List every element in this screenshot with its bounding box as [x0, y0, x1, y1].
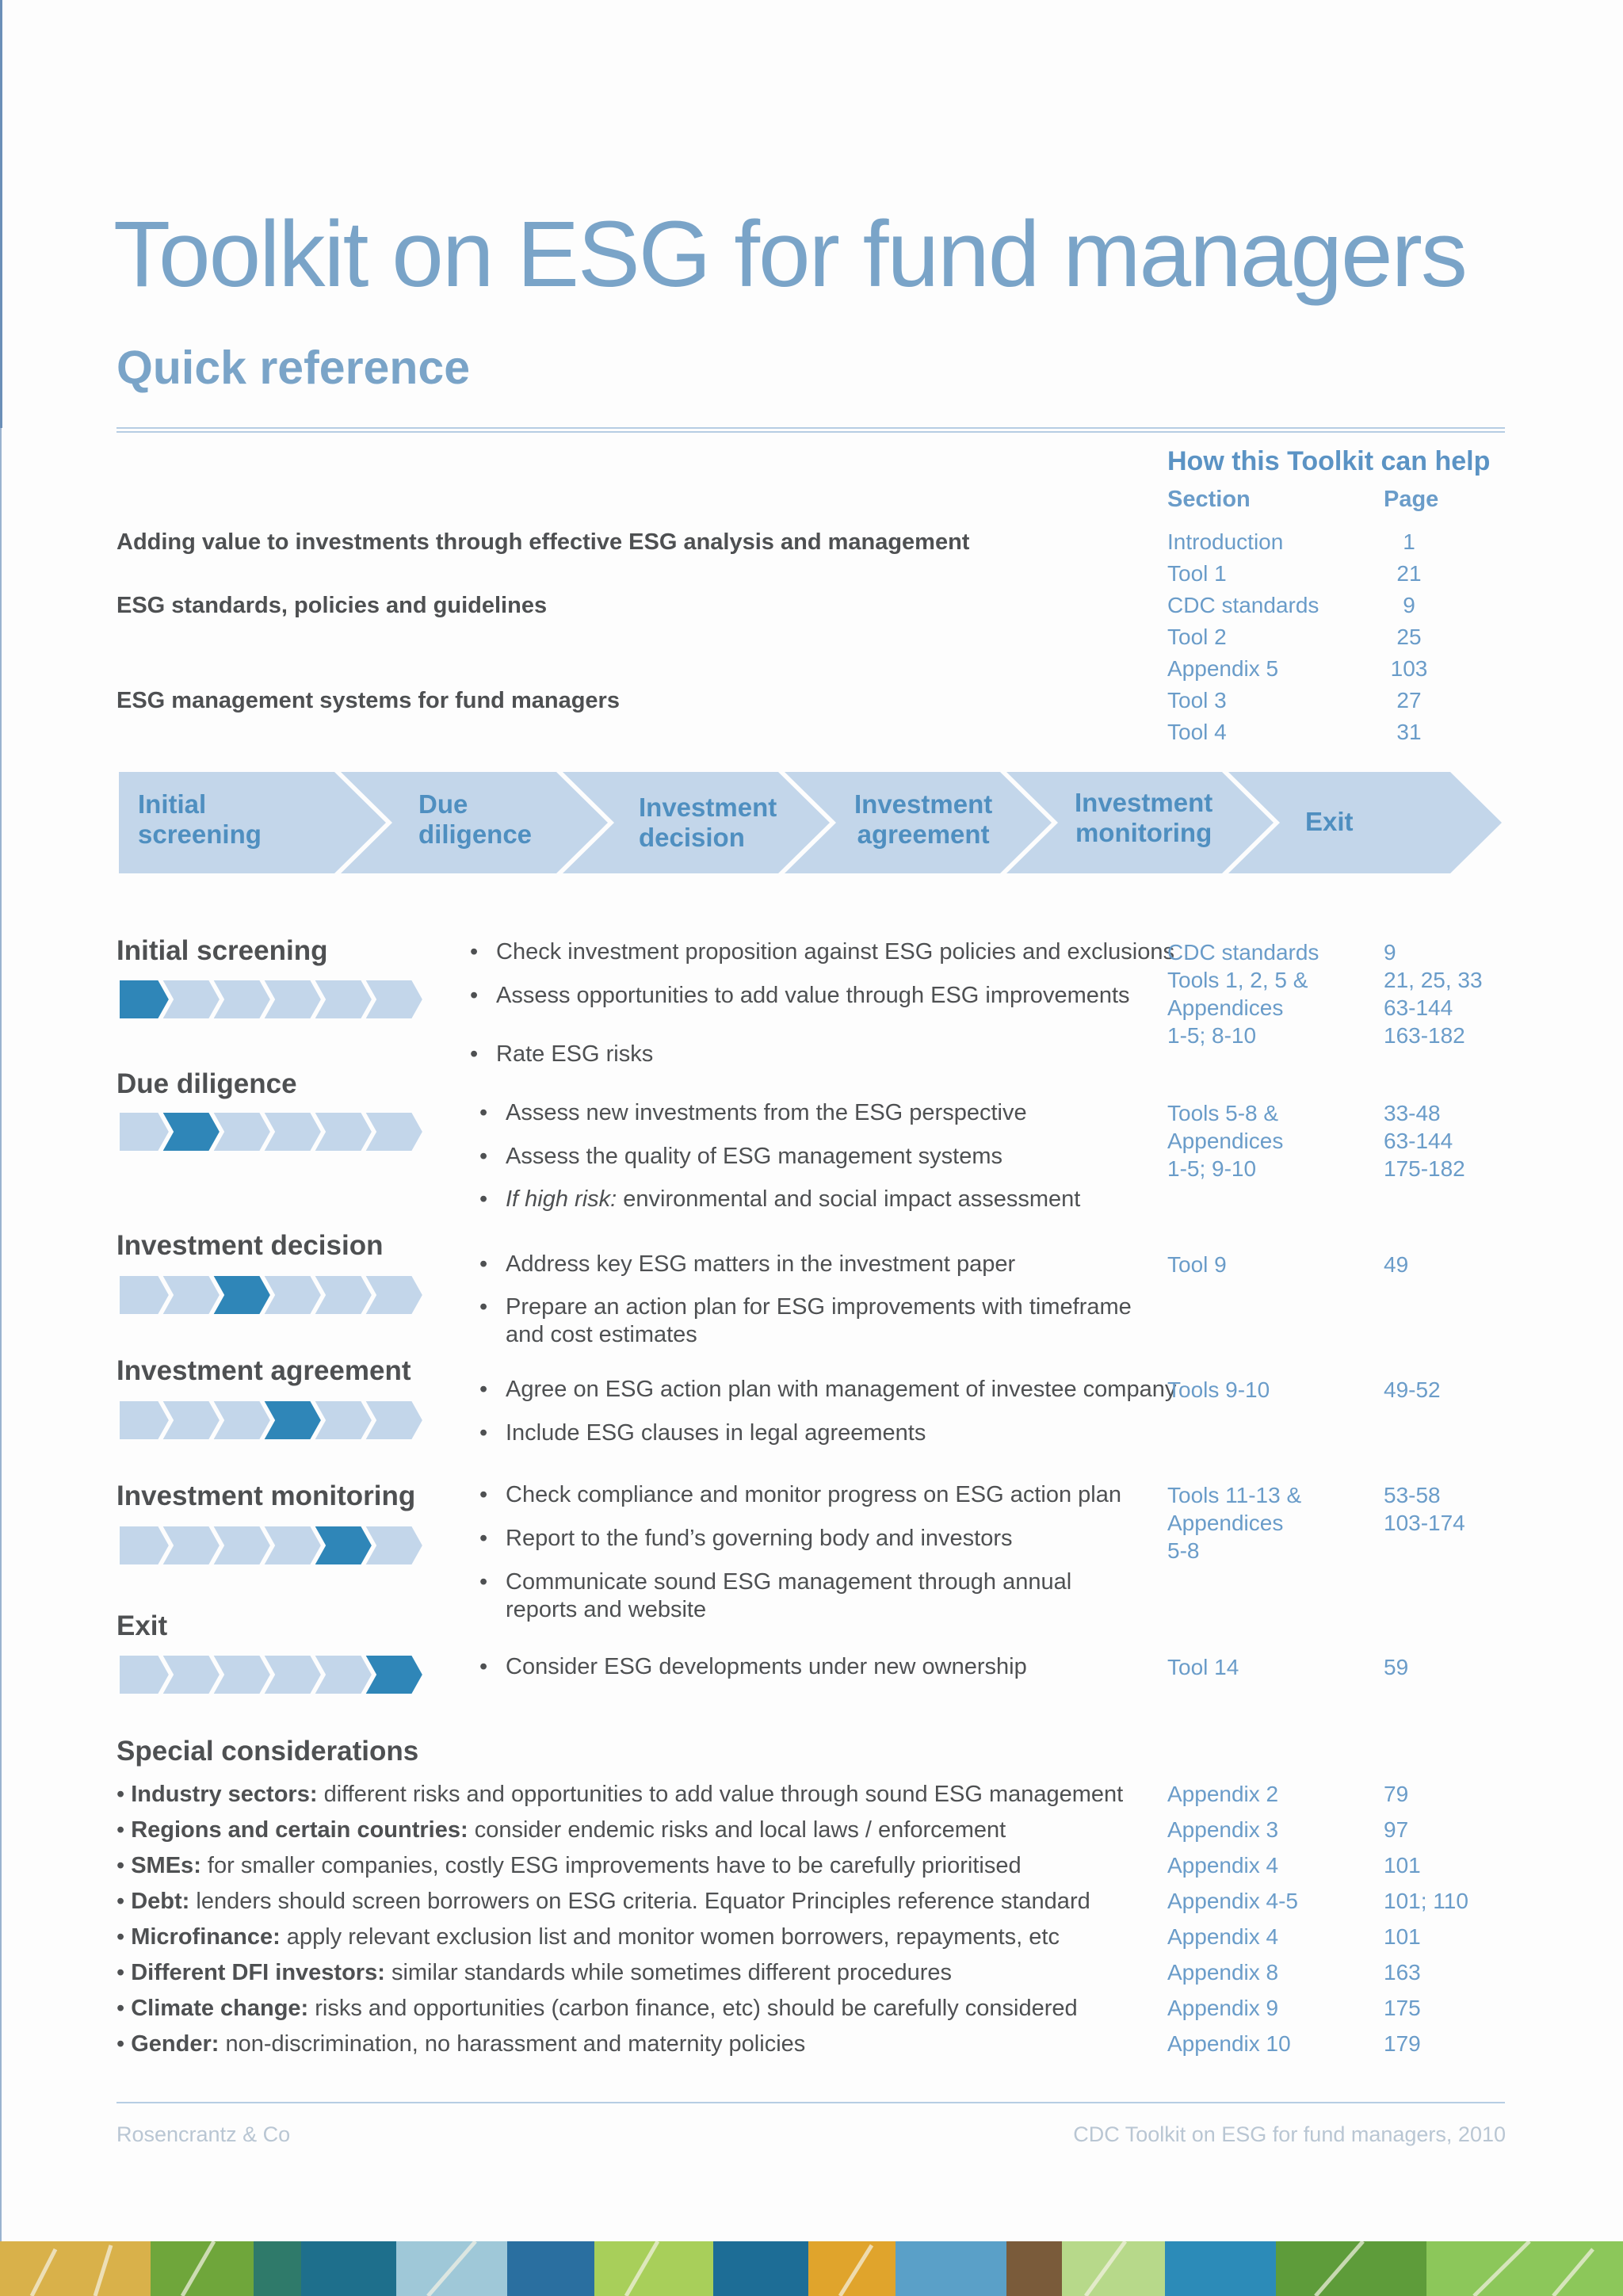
- stage-ref-sections[interactable]: Tool 9: [1167, 1252, 1227, 1277]
- stage-ref-pages: 53-58 103-174: [1384, 1483, 1465, 1535]
- stage-ref-sections[interactable]: Tools 11-13 & Appendices 5-8: [1167, 1483, 1302, 1563]
- ref-page: 1: [1403, 529, 1415, 554]
- process-step-label: Investment decision: [639, 793, 777, 852]
- stage-bullet: • Rate ESG risks: [470, 1041, 654, 1067]
- stage-bullet: • Assess new investments from the ESG perspective: [479, 1100, 1027, 1125]
- stage-bullet: • If high risk: environmental and social impact assessment: [479, 1186, 1081, 1212]
- chevron-step: [119, 1526, 170, 1565]
- document-subtitle: Quick reference: [116, 342, 471, 394]
- stage-progress-chevrons: [119, 1112, 433, 1152]
- stage-bullet: • Agree on ESG action plan with management of investee company: [479, 1377, 1177, 1402]
- ref-page: 21: [1396, 561, 1422, 586]
- stage-ref-pages: 9 21, 25, 33 63-144 163-182: [1384, 940, 1483, 1048]
- stage-chevron-row: [119, 1655, 433, 1694]
- stage-title-investment-monitoring: Investment monitoring: [116, 1480, 416, 1511]
- header-divider-second: [116, 431, 1505, 433]
- ref-section[interactable]: Tool 3: [1167, 688, 1227, 712]
- help-heading: How this Toolkit can help: [1167, 446, 1491, 476]
- special-ref-page: 101; 110: [1384, 1889, 1468, 1913]
- stage-ref-sections[interactable]: Tool 14: [1167, 1655, 1239, 1679]
- special-item: • SMEs: for smaller companies, costly ESG improvements have to be carefully prioritised: [116, 1853, 1022, 1878]
- intro-line: ESG standards, policies and guidelines: [116, 593, 548, 618]
- stage-bullet: • Check investment proposition against ESG policies and exclusions: [470, 939, 1174, 965]
- stage-chevron-row: [119, 1526, 433, 1565]
- special-ref-section[interactable]: Appendix 10: [1167, 2031, 1291, 2056]
- document-title: Toolkit on ESG for fund managers: [113, 202, 1466, 307]
- stage-bullet: • Communicate sound ESG management through annual reports and website: [479, 1569, 1072, 1622]
- stage-ref-pages: 49-52: [1384, 1377, 1441, 1402]
- process-step-label: Investment monitoring: [1075, 788, 1213, 847]
- stage-title-due-diligence: Due diligence: [116, 1068, 297, 1099]
- stage-chevron-row: [119, 1275, 433, 1315]
- stage-bullet: • Assess the quality of ESG management systems: [479, 1144, 1002, 1169]
- special-item: • Regions and certain countries: consider endemic risks and local laws / enforcement: [116, 1817, 1006, 1843]
- special-considerations-heading: Special considerations: [116, 1736, 419, 1767]
- ref-section[interactable]: Tool 2: [1167, 625, 1227, 649]
- special-ref-section[interactable]: Appendix 4: [1167, 1924, 1279, 1949]
- process-step-label: Initial screening: [138, 789, 262, 849]
- special-ref-page: 175: [1384, 1996, 1421, 2020]
- ref-page: 31: [1396, 720, 1422, 744]
- process-step-label: Exit: [1305, 807, 1354, 836]
- process-step-label: Due diligence: [418, 789, 533, 849]
- stage-title-exit: Exit: [116, 1610, 168, 1641]
- stage-bullet: • Prepare an action plan for ESG improvements with timeframe and cost estimates: [479, 1294, 1132, 1347]
- special-ref-page: 97: [1384, 1817, 1409, 1842]
- stage-title-investment-agreement: Investment agreement: [116, 1355, 411, 1386]
- process-banner: [119, 772, 1502, 873]
- section-column-heading: Section: [1167, 487, 1251, 512]
- special-ref-page: 79: [1384, 1782, 1409, 1806]
- chevron-step: [119, 1275, 170, 1315]
- stage-bullet: • Report to the fund’s governing body and investors: [479, 1526, 1013, 1551]
- ref-page: 25: [1396, 625, 1422, 649]
- stage-ref-pages: 49: [1384, 1252, 1409, 1277]
- ref-page: 103: [1390, 656, 1428, 681]
- ref-section[interactable]: CDC standards: [1167, 593, 1319, 617]
- special-ref-page: 163: [1384, 1960, 1421, 1985]
- ref-section[interactable]: Tool 1: [1167, 561, 1227, 586]
- left-margin-rule-lower: [0, 428, 2, 2243]
- special-ref-page: 101: [1384, 1924, 1421, 1949]
- stage-chevron-row: [119, 980, 433, 1019]
- footer-right: CDC Toolkit on ESG for fund managers, 2010: [1073, 2122, 1506, 2146]
- chevron-step: [119, 1400, 170, 1440]
- stage-bullet: • Assess opportunities to add value through ESG improvements: [470, 983, 1130, 1008]
- stage-bullet: • Check compliance and monitor progress on ESG action plan: [479, 1482, 1121, 1507]
- intro-line: Adding value to investments through effective ESG analysis and management: [116, 529, 970, 555]
- stage-ref-pages: 33-48 63-144 175-182: [1384, 1101, 1465, 1181]
- footer-divider: [116, 2102, 1505, 2103]
- stage-ref-sections[interactable]: CDC standards Tools 1, 2, 5 & Appendices 1-5; 8-10: [1167, 940, 1319, 1048]
- ref-page: 9: [1403, 593, 1415, 617]
- special-item: • Microfinance: apply relevant exclusion list and monitor women borrowers, repayments, etc: [116, 1924, 1060, 1950]
- ref-section[interactable]: Tool 4: [1167, 720, 1227, 744]
- stage-progress-chevrons: [119, 1275, 433, 1315]
- stage-progress-chevrons: [119, 980, 433, 1019]
- special-item: • Different DFI investors: similar standards while sometimes different procedures: [116, 1960, 952, 1985]
- chevron-step: [119, 1655, 170, 1694]
- ref-section[interactable]: Appendix 5: [1167, 656, 1279, 681]
- process-step-label: Investment agreement: [854, 789, 993, 849]
- special-ref-section[interactable]: Appendix 4-5: [1167, 1889, 1299, 1913]
- special-item: • Gender: non-discrimination, no harassment and maternity policies: [116, 2031, 806, 2057]
- special-ref-page: 101: [1384, 1853, 1421, 1878]
- footer-left: Rosencrantz & Co: [116, 2122, 291, 2146]
- stage-bullet: • Include ESG clauses in legal agreements: [479, 1420, 926, 1446]
- process-banner-arrows: [119, 772, 1502, 873]
- special-ref-section[interactable]: Appendix 3: [1167, 1817, 1279, 1842]
- ref-page: 27: [1396, 688, 1422, 712]
- chevron-step: [119, 1112, 170, 1152]
- stage-ref-sections[interactable]: Tools 5-8 & Appendices 1-5; 9-10: [1167, 1101, 1284, 1181]
- stage-title-initial-screening: Initial screening: [116, 935, 328, 966]
- stage-progress-chevrons: [119, 1526, 433, 1565]
- special-ref-section[interactable]: Appendix 8: [1167, 1960, 1279, 1985]
- special-item: • Debt: lenders should screen borrowers on ESG criteria. Equator Principles reference standard: [116, 1889, 1090, 1914]
- stage-ref-pages: 59: [1384, 1655, 1409, 1679]
- stage-progress-chevrons: [119, 1655, 433, 1694]
- stage-chevron-row: [119, 1112, 433, 1152]
- stage-title-investment-decision: Investment decision: [116, 1230, 384, 1261]
- decorative-illustration-strip: [0, 2241, 1623, 2296]
- stage-progress-chevrons: [119, 1400, 433, 1440]
- special-item: • Industry sectors: different risks and opportunities to add value through sound ESG management: [116, 1782, 1124, 1807]
- special-ref-page: 179: [1384, 2031, 1421, 2056]
- page-column-heading: Page: [1384, 487, 1439, 512]
- special-ref-section[interactable]: Appendix 4: [1167, 1853, 1279, 1878]
- left-margin-rule: [0, 0, 2, 428]
- stage-chevron-row: [119, 1400, 433, 1440]
- stage-ref-sections[interactable]: Tools 9-10: [1167, 1377, 1270, 1402]
- chevron-step-active: [119, 980, 170, 1019]
- stage-bullet: • Address key ESG matters in the investment paper: [479, 1251, 1016, 1277]
- header-divider: [116, 427, 1505, 429]
- special-ref-section[interactable]: Appendix 9: [1167, 1996, 1279, 2020]
- stage-bullet: • Consider ESG developments under new ownership: [479, 1654, 1027, 1679]
- special-item: • Climate change: risks and opportunities (carbon finance, etc) should be carefully considered: [116, 1996, 1078, 2021]
- special-ref-section[interactable]: Appendix 2: [1167, 1782, 1279, 1806]
- ref-section[interactable]: Introduction: [1167, 529, 1284, 554]
- intro-line: ESG management systems for fund managers: [116, 688, 620, 713]
